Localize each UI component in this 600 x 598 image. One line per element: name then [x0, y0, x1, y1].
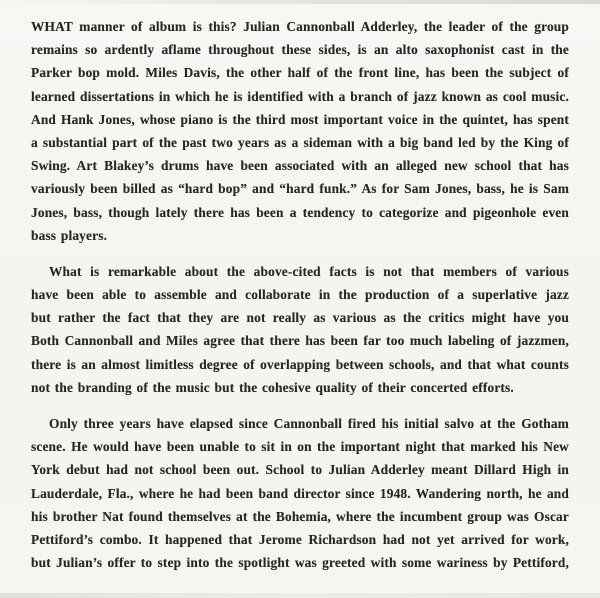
- text-line: Both Cannonball and Miles agree that there has been far too much labeling of jazzmen,: [31, 333, 569, 349]
- text-line: WHAT manner of album is this? Julian Cannonball Adderley, the leader of the group: [31, 19, 569, 34]
- text-line: And Hank Jones, whose piano is the third most important voice in the quintet, has spent: [31, 111, 569, 127]
- text-line: not the branding of the music but the cohesive quality of their concerted efforts.: [31, 379, 514, 395]
- text-line: but rather the fact that they are not really as various as the critics might have you: [31, 310, 569, 326]
- scan-edge-bottom: [0, 593, 600, 598]
- text-line: variously been billed as “hard bop” and “hard funk.” As for Sam Jones, bass, he is Sam: [31, 181, 569, 197]
- text-line: Lauderdale, Fla., where he had been band director since 1948. Wandering north, he and: [31, 485, 569, 501]
- text-line: What is remarkable about the above-cited facts is not that members of various: [49, 263, 569, 279]
- text-line: learned dissertations in which he is identified with a branch of jazz known as cool music.: [31, 88, 569, 104]
- paragraph-1: [31, 15, 569, 247]
- text-line: remains so ardently aflame throughout these sides, is an alto saxophonist cast in the: [31, 42, 569, 58]
- text-line: Parker bop mold. Miles Davis, the other half of the front line, has been the subject of: [31, 65, 569, 81]
- paragraph-2: [31, 260, 569, 399]
- text-line: a substantial part of the past two years as a sideman with a big band led by the King of: [31, 134, 569, 150]
- text-line: York debut had not school been out. School to Julian Adderley meant Dillard High in: [31, 462, 569, 478]
- text-line: but Julian’s offer to step into the spotlight was greeted with some wariness by Pettiford,: [31, 555, 569, 571]
- liner-notes-text: [31, 15, 569, 574]
- text-line: Swing. Art Blakey’s drums have been associated with an alleged new school that has: [31, 158, 569, 174]
- scan-edge-top: [0, 0, 600, 4]
- text-line: bass players.: [31, 227, 108, 243]
- text-line: scene. He would have been unable to sit in on the important night that marked his New: [31, 439, 569, 455]
- text-line: Jones, bass, though lately there has been a tendency to categorize and pigeonhole even: [31, 204, 569, 220]
- text-line: Pettiford’s combo. It happened that Jerome Richardson had not yet arrived for work,: [31, 531, 569, 547]
- text-line: his brother Nat found themselves at the Bohemia, where the incumbent group was Oscar: [31, 508, 569, 524]
- text-line: there is an almost limitless degree of overlapping between schools, and that what counts: [31, 356, 569, 372]
- text-line: have been able to assemble and collaborate in the production of a superlative jazz: [31, 287, 569, 303]
- paragraph-3: [31, 412, 569, 574]
- text-line: Only three years have elapsed since Cannonball fired his initial salvo at the Gotham: [49, 416, 569, 431]
